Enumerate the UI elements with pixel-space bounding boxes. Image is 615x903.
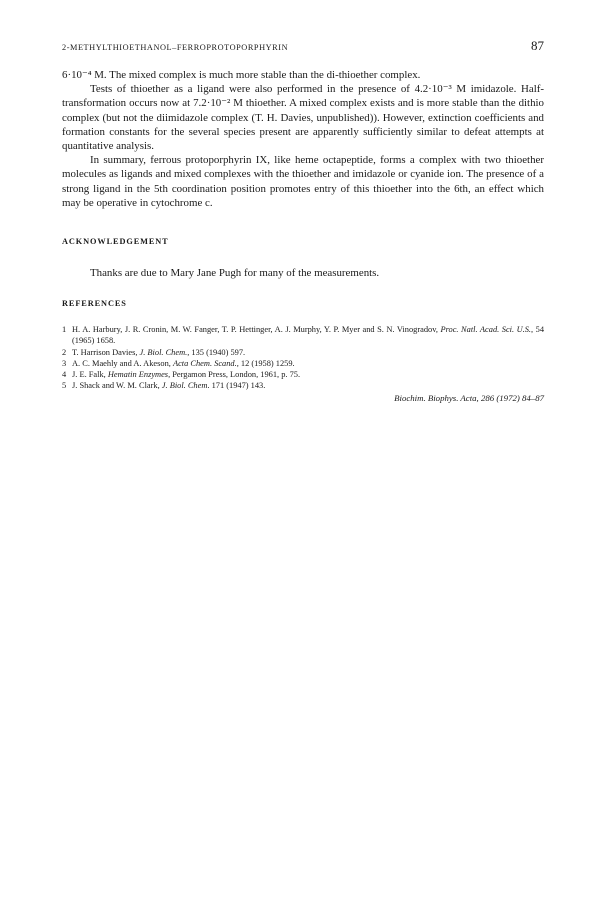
reference-authors: T. Harrison Davies, xyxy=(72,347,140,357)
acknowledgement-text: Thanks are due to Mary Jane Pugh for many of the measurements. xyxy=(90,267,380,280)
references-heading: REFERENCES xyxy=(62,299,127,309)
running-title: 2-METHYLTHIOETHANOL–FERROPROTOPORPHYRIN xyxy=(62,43,289,52)
reference-journal: Acta Chem. Scand. xyxy=(172,358,237,368)
reference-item xyxy=(62,324,544,346)
reference-text xyxy=(72,380,544,391)
reference-details: . 171 (1947) 143. xyxy=(207,381,266,391)
reference-text xyxy=(72,324,544,346)
reference-authors: H. A. Harbury, J. R. Cronin, M. W. Fanger, T. P. Hettinger, A. J. Murphy, Y. P. Myer and S. N. Vinogradov, xyxy=(72,325,441,335)
body-paragraph-3: In summary, ferrous protoporphyrin IX, like heme octapeptide, forms a complex with two thioether molecules as ligands and mixed complexes with the thioether and imidazole or cyanide ion. The presence of a strong ligand in the 5th coordination position promotes entry of this thioether into the 6th, an effect which may be operative in cytochrome c. xyxy=(62,154,544,209)
reference-journal: J. Biol. Chem xyxy=(161,381,208,391)
reference-authors: A. C. Maehly and A. Akeson, xyxy=(72,358,173,368)
reference-item xyxy=(62,347,544,358)
reference-journal: Proc. Natl. Acad. Sci. U.S. xyxy=(440,325,532,335)
reference-number: 2 xyxy=(62,347,67,357)
reference-details: , Pergamon Press, London, 1961, p. 75. xyxy=(168,370,301,380)
reference-authors: J. E. Falk, xyxy=(72,370,108,380)
reference-text xyxy=(72,358,544,369)
reference-item xyxy=(62,380,544,391)
page-number: 87 xyxy=(531,38,544,53)
reference-item xyxy=(62,358,544,369)
journal-citation: Biochim. Biophys. Acta, 286 (1972) 84–87 xyxy=(394,393,544,404)
reference-number: 3 xyxy=(62,358,67,368)
page xyxy=(62,38,544,403)
reference-authors: J. Shack and W. M. Clark, xyxy=(72,381,162,391)
reference-details: , 54 (1965) 1658. xyxy=(72,325,545,346)
running-head xyxy=(62,38,544,60)
body-paragraph-1: 6·10⁻⁴ M. The mixed complex is much more stable than the di-thioether complex. xyxy=(62,69,421,81)
reference-journal: J. Biol. Chem. xyxy=(139,347,188,357)
reference-details: , 135 (1940) 597. xyxy=(187,347,246,357)
reference-number: 4 xyxy=(62,370,67,380)
reference-text xyxy=(72,347,544,358)
reference-list xyxy=(62,324,544,391)
reference-item xyxy=(62,369,544,380)
reference-journal: Hematin Enzymes xyxy=(107,370,169,380)
reference-number: 1 xyxy=(62,325,67,335)
reference-text xyxy=(72,369,544,380)
body-paragraph-2: Tests of thioether as a ligand were also performed in the presence of 4.2·10⁻³ M imidazole. Half-transformation occurs now at 7.2·10⁻² M thioether. A mixed complex exists and is more stable than the dithio complex (but not the diimidazole complex (T. H. Davies, unpublished)). However, extinction coefficients and formation constants for the several species present are apparently sufficiently similar to defeat attempts at quantitative analysis. xyxy=(62,83,544,153)
acknowledgement-heading: ACKNOWLEDGEMENT xyxy=(62,237,169,247)
reference-number: 5 xyxy=(62,381,67,391)
reference-details: , 12 (1958) 1259. xyxy=(236,358,295,368)
